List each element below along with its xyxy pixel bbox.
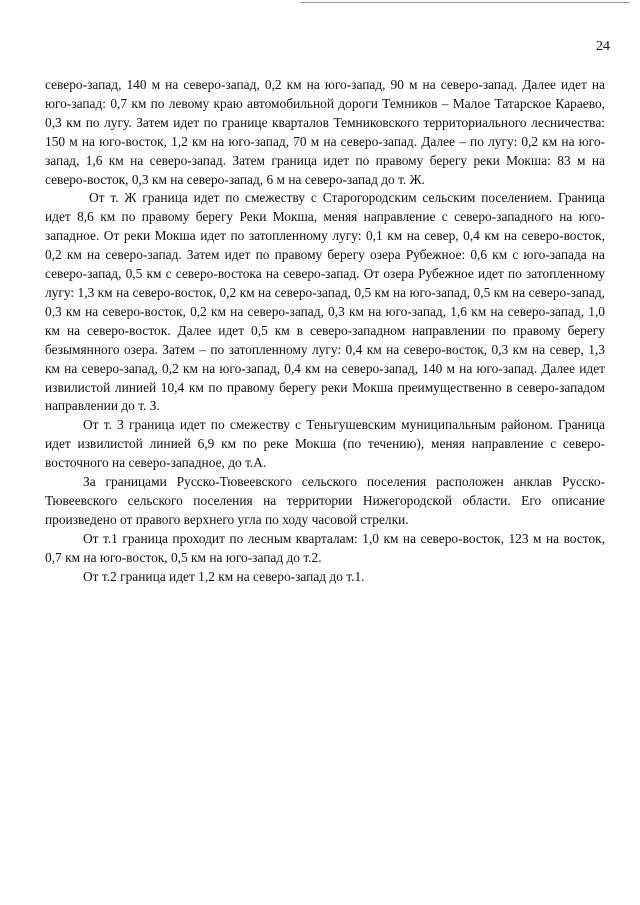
paragraph-1: северо-запад, 140 м на северо-запад, 0,2 км на юго-запад, 90 м на северо-запад. Далее идет на юго-запад: 0,7 км по левому краю автомобильной дороги Темников – Малое Татарское Караево, 0,3 км по лугу. Затем идет по границе кварталов Темниковского территориального лесничества: 150 м на юго-восток, 1,2 км на юго-запад, 70 м на северо-запад. Далее – по лугу: 0,2 км на юго-запад, 1,6 км на северо-запад. Затем граница идет по правому берегу реки Мокша: 83 м на северо-восток, 0,3 км на северо-запад, 6 м на северо-запад до т. Ж. bbox=[45, 77, 605, 187]
page-number: 24 bbox=[596, 39, 610, 54]
paragraph-6: От т.2 граница идет 1,2 км на северо-запад до т.1. bbox=[83, 568, 365, 584]
paragraph-2: От т. Ж граница идет по смежеству с Старогородским сельским поселением. Граница идет 8,6 км по правому берегу Реки Мокша, меняя направление с северо-западного на юго-западное. От реки Мокша идет по затопленному лугу: 0,1 км на север, 0,4 км на северо-восток, 0,2 км на северо-запад. Затем идет по правому берегу озера Рубежное: 0,6 км с юго-запада на северо-запад, 0,5 км с северо-востока на северо-запад. От озера Рубежное идет по затопленному лугу: 1,3 км на северо-восток, 0,2 км на северо-запад, 0,5 км на юго-запад, 0,5 км на северо-запад, 0,3 км на северо-восток, 0,2 км на северо-запад, 0,3 км на юго-запад, 1,6 км на северо-запад, 1,0 км на северо-восток. Далее идет 0,5 км в северо-западном направлении по правому берегу безымянного озера. Затем – по затопленному лугу: 0,4 км на северо-восток, 0,3 км на север, 1,3 км на северо-запад, 0,2 км на юго-запад, 0,4 км на северо-запад, 140 м на юго-запад. Далее идет извилистой линией 10,4 км по правому берегу реки Мокша преимущественно в северо-западом направлении до т. З. bbox=[45, 190, 605, 414]
document-body bbox=[45, 76, 605, 586]
paragraph-5: От т.1 граница проходит по лесным кварталам: 1,0 км на северо-восток, 123 м на восток, 0,7 км на юго-восток, 0,5 км на юго-запад до т.2. bbox=[45, 530, 605, 565]
paragraph-3: От т. З граница идет по смежеству с Теньгушевским муниципальным районом. Граница идет извилистой линией 6,9 км по реке Мокша (по течению), меняя направление с северо-восточного на северо-западное, до т.А. bbox=[45, 417, 605, 471]
paragraph-4: За границами Русско-Тювеевского сельского поселения расположен анклав Русско-Тювеевского сельского поселения на территории Нижегородской области. Его описание произведено от правого верхнего угла по ходу часовой стрелки. bbox=[45, 474, 605, 527]
top-edge-rule bbox=[300, 2, 630, 3]
